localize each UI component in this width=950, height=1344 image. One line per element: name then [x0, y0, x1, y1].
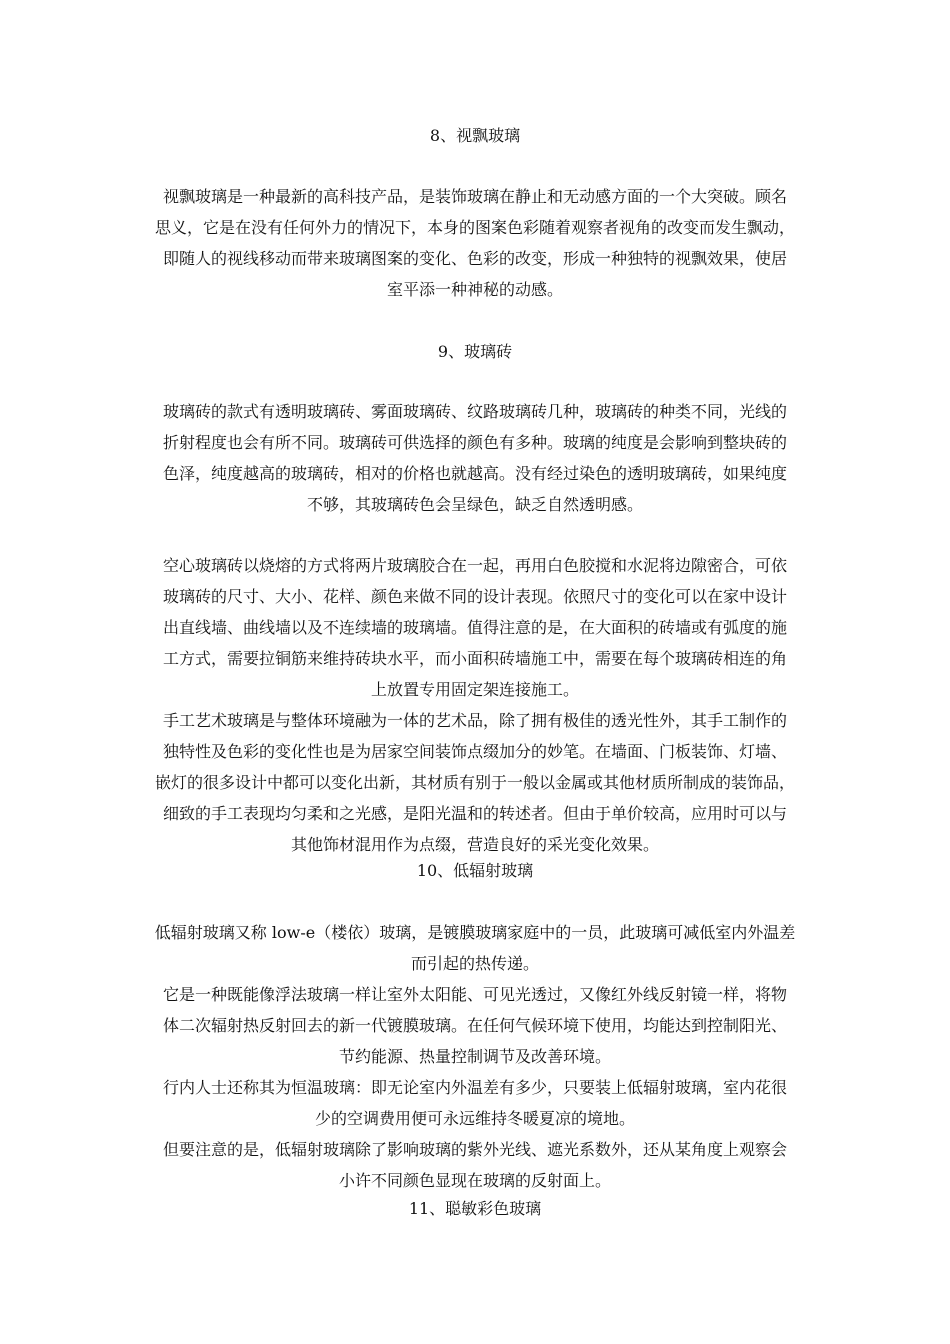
text-line: 折射程度也会有所不同。玻璃砖可供选择的颜色有多种。玻璃的纯度是会影响到整块砖的: [162, 433, 787, 452]
section-heading-11: 11、聪敏彩色玻璃: [408, 1199, 542, 1218]
section-heading-10: 10、低辐射玻璃: [416, 861, 534, 880]
text-line: 少的空调费用便可永远维持冬暖夏凉的境地。: [314, 1109, 635, 1128]
text-line: 思义，它是在没有任何外力的情况下，本身的图案色彩随着观察者视角的改变而发生飘动，: [154, 218, 795, 237]
text-line: 体二次辐射热反射回去的新一代镀膜玻璃。在任何气候环境下使用，均能达到控制阳光、: [162, 1016, 787, 1035]
text-line: 小许不同颜色显现在玻璃的反射面上。: [338, 1171, 611, 1190]
paragraph-8-1: [138, 181, 812, 305]
text-line: 室平添一种神秘的动感。: [386, 280, 563, 299]
text-line: 而引起的热传递。: [410, 954, 539, 973]
text-line: 低辐射玻璃又称 low-e（楼依）玻璃，是镀膜玻璃家庭中的一员，此玻璃可减低室内外温差: [154, 923, 796, 942]
text-line: 即随人的视线移动而带来玻璃图案的变化、色彩的改变，形成一种独特的视飘效果，使居: [162, 249, 787, 268]
text-line: 手工艺术玻璃是与整体环境融为一体的艺术品，除了拥有极佳的透光性外，其手工制作的: [162, 711, 787, 730]
text-line: 细致的手工表现均匀柔和之光感，是阳光温和的转述者。但由于单价较高，应用时可以与: [162, 804, 787, 823]
paragraph-10-1: [138, 917, 812, 1196]
text-line: 节约能源、热量控制调节及改善环境。: [338, 1047, 611, 1066]
text-line: 工方式，需要拉铜筋来维持砖块水平，而小面积砖墙施工中，需要在每个玻璃砖相连的角: [162, 649, 787, 668]
section-heading-9: 9、玻璃砖: [437, 342, 513, 361]
text-line: 它是一种既能像浮法玻璃一样让室外太阳能、可见光透过，又像红外线反射镜一样，将物: [162, 985, 787, 1004]
text-line: 视飘玻璃是一种最新的高科技产品，是装饰玻璃在静止和无动感方面的一个大突破。顾名: [162, 187, 787, 206]
text-line: 出直线墙、曲线墙以及不连续墙的玻璃墙。值得注意的是，在大面积的砖墙或有弧度的施: [162, 618, 787, 637]
text-line: 嵌灯的很多设计中都可以变化出新，其材质有别于一般以金属或其他材质所制成的装饰品，: [154, 773, 795, 792]
text-line: 独特性及色彩的变化性也是为居家空间装饰点缀加分的妙笔。在墙面、门板装饰、灯墙、: [162, 742, 787, 761]
text-line: 空心玻璃砖以烧熔的方式将两片玻璃胶合在一起，再用白色胶搅和水泥将边隙密合，可依: [162, 556, 787, 575]
text-line: 但要注意的是，低辐射玻璃除了影响玻璃的紫外光线、遮光系数外，还从某角度上观察会: [162, 1140, 787, 1159]
paragraph-9-1: [138, 396, 812, 520]
text-line: 行内人士还称其为恒温玻璃：即无论室内外温差有多少，只要装上低辐射玻璃，室内花很: [162, 1078, 787, 1097]
text-line: 上放置专用固定架连接施工。: [370, 680, 579, 699]
text-line: 色泽，纯度越高的玻璃砖，相对的价格也就越高。没有经过染色的透明玻璃砖，如果纯度: [162, 464, 787, 483]
text-line: 其他饰材混用作为点缀，营造良好的采光变化效果。: [290, 835, 659, 854]
section-heading-8: 8、视飘玻璃: [429, 126, 521, 145]
paragraph-9-2: [138, 550, 812, 860]
text-line: 不够，其玻璃砖色会呈绿色，缺乏自然透明感。: [306, 495, 643, 514]
text-line: 玻璃砖的款式有透明玻璃砖、雾面玻璃砖、纹路玻璃砖几种，玻璃砖的种类不同，光线的: [162, 402, 787, 421]
text-line: 玻璃砖的尺寸、大小、花样、颜色来做不同的设计表现。依照尺寸的变化可以在家中设计: [162, 587, 787, 606]
